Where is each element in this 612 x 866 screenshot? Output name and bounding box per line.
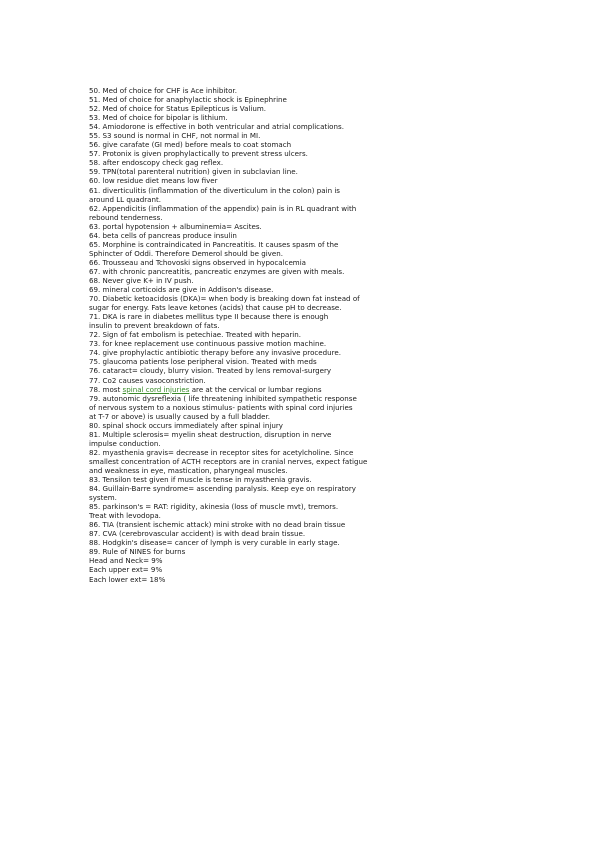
line-text: 63. portal hypotension + albuminemia= Ascites. xyxy=(89,221,262,231)
line-text: 52. Med of choice for Status Epilepticus is Valium. xyxy=(89,104,267,114)
line-text: 70. Diabetic ketoacidosis (DKA)= when body is breaking down fat instead of xyxy=(89,294,360,304)
line-text: and weakness in eye, mastication, pharyngeal muscles. xyxy=(89,465,288,475)
text-line xyxy=(89,330,509,339)
line-text: 88. Hodgkin's disease= cancer of lymph is very curable in early stage. xyxy=(89,538,340,548)
line-text: 74. give prophylactic antibiotic therapy before any invasive procedure. xyxy=(89,348,342,358)
line-text: 51. Med of choice for anaphylactic shock is Epinephrine xyxy=(89,95,287,105)
line-text: 80. spinal shock occurs immediately after spinal injury xyxy=(89,420,283,430)
line-text: 66. Trousseau and Tchovoski signs observed in hypocalcemia xyxy=(89,257,307,267)
text-line xyxy=(89,104,509,113)
line-text: around LL quadrant. xyxy=(89,194,162,204)
text-line xyxy=(89,149,509,158)
text-line xyxy=(89,140,509,149)
text-line xyxy=(89,385,509,394)
text-line xyxy=(89,502,509,511)
line-text-continued: are at the cervical or lumbar regions xyxy=(189,384,322,394)
line-text: at T-7 or above) is usually caused by a full bladder. xyxy=(89,411,271,421)
text-line xyxy=(89,403,509,412)
text-line xyxy=(89,348,509,357)
text-line xyxy=(89,556,509,565)
text-line xyxy=(89,167,509,176)
line-text: 89. Rule of NINES for burns xyxy=(89,547,186,557)
line-text: 73. for knee replacement use continuous passive motion machine. xyxy=(89,339,327,349)
line-text: 78. most xyxy=(89,384,123,394)
text-line xyxy=(89,222,509,231)
line-text: sugar for energy. Fats leave ketones (acids) that cause pH to decrease. xyxy=(89,303,342,313)
text-line xyxy=(89,158,509,167)
line-text: insulin to prevent breakdown of fats. xyxy=(89,321,220,331)
text-line xyxy=(89,285,509,294)
text-line xyxy=(89,231,509,240)
line-text: Head and Neck= 9% xyxy=(89,556,163,566)
text-line xyxy=(89,538,509,547)
text-line xyxy=(89,312,509,321)
text-line xyxy=(89,186,509,195)
text-line xyxy=(89,565,509,574)
line-text: 87. CVA (cerebrovascular accident) is with dead brain tissue. xyxy=(89,529,306,539)
line-text: 56. give carafate (GI med) before meals to coat stomach xyxy=(89,140,292,150)
text-line xyxy=(89,267,509,276)
line-text: 61. diverticulitis (inflammation of the diverticulum in the colon) pain is xyxy=(89,185,340,195)
line-text: 71. DKA is rare in diabetes mellitus type II because there is enough xyxy=(89,312,329,322)
text-line xyxy=(89,321,509,330)
text-line xyxy=(89,95,509,104)
text-line xyxy=(89,122,509,131)
line-text: 81. Multiple sclerosis= myelin sheat destruction, disruption in nerve xyxy=(89,429,332,439)
line-text: 83. Tensilon test given if muscle is tense in myasthenia gravis. xyxy=(89,475,312,485)
line-text: 75. glaucoma patients lose peripheral vision. Treated with meds xyxy=(89,357,317,367)
line-text: 68. Never give K+ in IV push. xyxy=(89,275,194,285)
text-line xyxy=(89,86,509,95)
line-text: 60. low residue diet means low fiver xyxy=(89,176,218,186)
line-text: rebound tenderness. xyxy=(89,212,163,222)
text-line xyxy=(89,131,509,140)
text-line xyxy=(89,439,509,448)
text-line xyxy=(89,466,509,475)
line-text: 57. Protonix is given prophylactically to prevent stress ulcers. xyxy=(89,149,308,159)
line-text: 58. after endoscopy check gag reflex. xyxy=(89,158,224,168)
line-text: Treat with levodopa. xyxy=(89,511,161,521)
text-line xyxy=(89,484,509,493)
line-text: 59. TPN(total parenteral nutrition) given in subclavian line. xyxy=(89,167,298,177)
line-text: smallest concentration of ACTH receptors are in cranial nerves, expect fatigue xyxy=(89,456,368,466)
line-text: 67. with chronic pancreatitis, pancreatic enzymes are given with meals. xyxy=(89,266,345,276)
text-line xyxy=(89,366,509,375)
text-line xyxy=(89,176,509,185)
line-text: 55. S3 sound is normal in CHF, not normal in MI. xyxy=(89,131,261,141)
text-line xyxy=(89,113,509,122)
text-line xyxy=(89,529,509,538)
text-line xyxy=(89,339,509,348)
line-text: 77. Co2 causes vasoconstriction. xyxy=(89,375,206,385)
line-text: 62. Appendicitis (inflammation of the appendix) pain is in RL quadrant with xyxy=(89,203,357,213)
line-text: Each upper ext= 9% xyxy=(89,565,163,575)
line-text: 82. myasthenia gravis= decrease in receptor sites for acetylcholine. Since xyxy=(89,447,354,457)
text-line xyxy=(89,240,509,249)
text-line xyxy=(89,276,509,285)
text-line xyxy=(89,457,509,466)
line-text: impulse conduction. xyxy=(89,438,161,448)
line-text: 79. autonomic dysreflexia ( life threatening inhibited sympathetic response xyxy=(89,393,357,403)
document-body xyxy=(89,86,509,584)
line-text: system. xyxy=(89,493,117,503)
text-line xyxy=(89,430,509,439)
text-line xyxy=(89,258,509,267)
line-text: of nervous system to a noxious stimulus- patients with spinal cord injuries xyxy=(89,402,353,412)
text-line xyxy=(89,520,509,529)
text-line xyxy=(89,294,509,303)
line-text: 64. beta cells of pancreas produce insulin xyxy=(89,230,237,240)
text-line xyxy=(89,357,509,366)
text-line xyxy=(89,249,509,258)
line-text: 72. Sign of fat embolism is petechiae. Treated with heparin. xyxy=(89,330,301,340)
text-line xyxy=(89,412,509,421)
text-line xyxy=(89,547,509,556)
line-text: 65. Morphine is contraindicated in Pancreatitis. It causes spasm of the xyxy=(89,239,339,249)
line-text: 86. TIA (transient ischemic attack) mini stroke with no dead brain tissue xyxy=(89,520,346,530)
line-text: 76. cataract= cloudy, blurry vision. Treated by lens removal-surgery xyxy=(89,366,332,376)
spinal-cord-injuries-link[interactable]: spinal cord injuries xyxy=(122,384,190,394)
text-line xyxy=(89,421,509,430)
text-line xyxy=(89,204,509,213)
text-line xyxy=(89,376,509,385)
line-text: Each lower ext= 18% xyxy=(89,574,166,584)
text-line xyxy=(89,575,509,584)
text-line xyxy=(89,475,509,484)
line-text: 54. Amiodorone is effective in both ventricular and atrial complications. xyxy=(89,122,344,132)
text-line xyxy=(89,511,509,520)
text-line xyxy=(89,303,509,312)
text-line xyxy=(89,213,509,222)
text-line xyxy=(89,195,509,204)
text-line xyxy=(89,394,509,403)
text-line xyxy=(89,448,509,457)
line-text: 69. mineral corticoids are give in Addison's disease. xyxy=(89,285,274,295)
line-text: Sphincter of Oddi. Therefore Demerol should be given. xyxy=(89,248,283,258)
text-line xyxy=(89,493,509,502)
line-text: 50. Med of choice for CHF is Ace inhibitor. xyxy=(89,86,237,95)
line-text: 53. Med of choice for bipolar is lithium. xyxy=(89,113,228,123)
line-text: 85. parkinson's = RAT: rigidity, akinesia (loss of muscle mvt), tremors. xyxy=(89,502,339,512)
line-text: 84. Guillain-Barre syndrome= ascending paralysis. Keep eye on respiratory xyxy=(89,484,356,494)
